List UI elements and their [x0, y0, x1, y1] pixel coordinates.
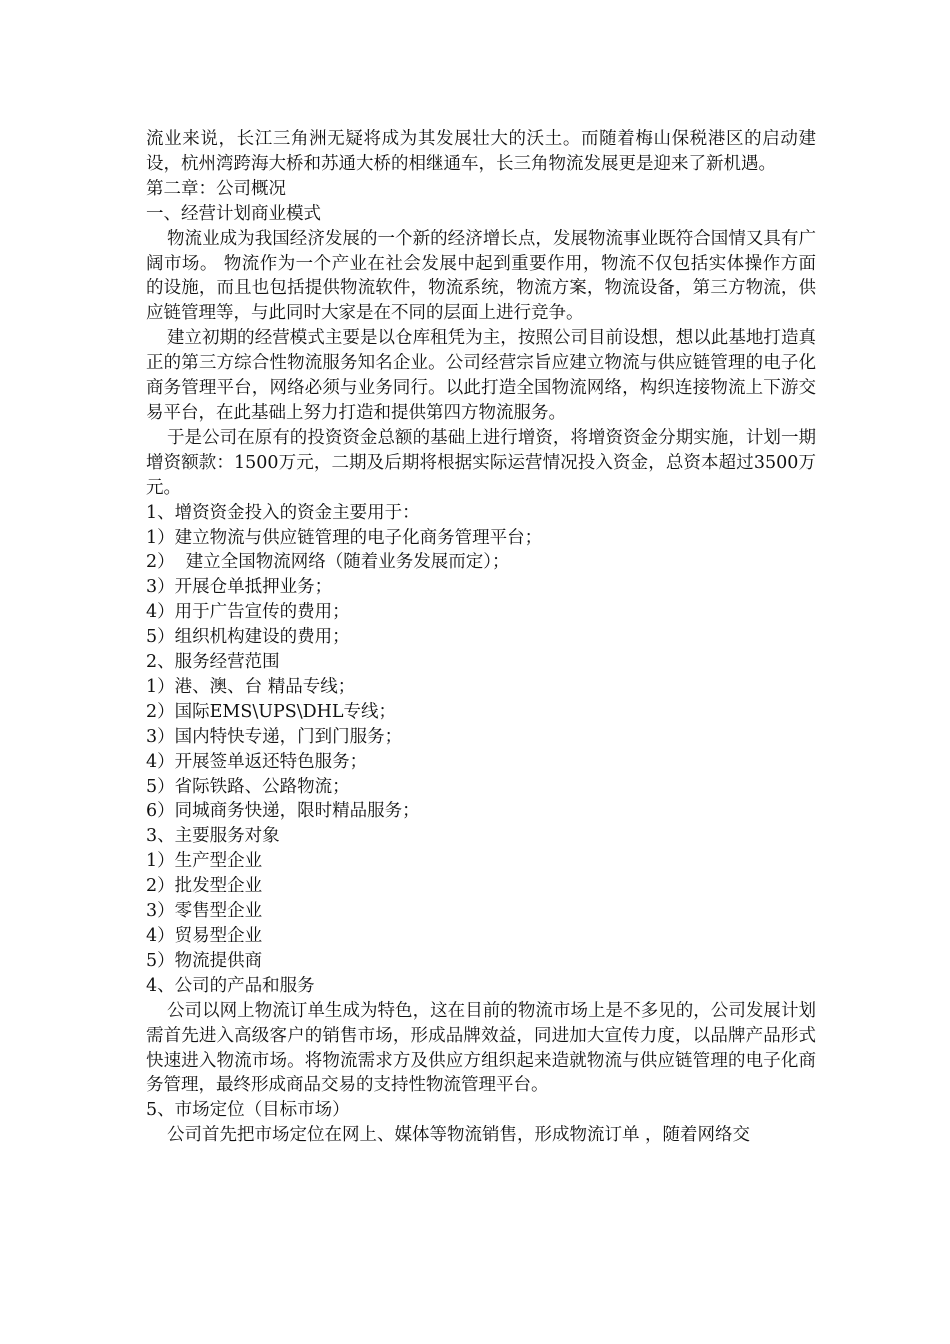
list-item: 3）零售型企业 [146, 901, 263, 922]
list-item: 4）贸易型企业 [146, 926, 263, 946]
section-5-paragraph: 公司首先把市场定位在网上、媒体等物流销售，形成物流订单 ，随着网络交 [167, 1125, 751, 1146]
list-2-title: 2、服务经营范围 [146, 652, 280, 673]
list-item: 1）建立物流与供应链管理的电子化商务管理平台； [146, 527, 543, 548]
list-item: 2）批发型企业 [146, 876, 263, 897]
section-4-title: 4、公司的产品和服务 [146, 975, 315, 996]
section-1-paragraph-2: 建立初期的经营模式主要是以仓库租凭为主，按照公司目前设想，想以此基地打造真正的第三方综合性物流服务知名企业。公司经营宗旨应建立物流与供应链管理的电子化商务管理平台，网络必须与业务同行。以此打造全国物流网络，构织连接物流上下游交易平台，在此基础上努力打造和提供第四方物流服务。 [146, 328, 816, 423]
section-1-paragraph-3: 于是公司在原有的投资资金总额的基础上进行增资，将增资资金分期实施，计划一期增资额款：1500万元，二期及后期将根据实际运营情况投入资金，总资本超过3500万元。 [146, 427, 816, 498]
section-1-title: 一、经营计划商业模式 [146, 203, 321, 224]
list-3-title: 3、主要服务对象 [146, 826, 280, 847]
list-item: 1）港、澳、台 精品专线； [146, 676, 356, 697]
list-item: 2） 建立全国物流网络（随着业务发展而定）； [146, 552, 510, 573]
section-5-title: 5、市场定位（目标市场） [146, 1100, 350, 1121]
list-item: 1）生产型企业 [146, 851, 263, 872]
section-1-paragraph-1: 物流业成为我国经济发展的一个新的经济增长点，发展物流事业既符合国情又具有广阔市场。 物流作为一个产业在社会发展中起到重要作用，物流不仅包括实体操作方面的设施，而且也包括提供物流软件，物流系统，物流方案，物流设备，第三方物流，供应链管理等，与此同时大家是在不同的层面上进行竞争。 [146, 228, 816, 324]
list-item: 5）物流提供商 [146, 950, 263, 971]
list-item: 4）开展签单返还特色服务； [146, 751, 368, 772]
list-item: 6）同城商务快递，限时精品服务； [146, 801, 420, 822]
section-4-paragraph: 公司以网上物流订单生成为特色，这在目前的物流市场上是不多见的，公司发展计划需首先进入高级客户的销售市场，形成品牌效益，同进加大宣传力度，以品牌产品形式快速进入物流市场。将物流需求方及供应方组织起来造就物流与供应链管理的电子化商务管理，最终形成商品交易的支持性物流管理平台。 [146, 1000, 816, 1096]
chapter-title: 第二章：公司概况 [146, 178, 286, 199]
list-item: 3）国内特快专递，门到门服务； [146, 726, 403, 747]
document-page [146, 127, 816, 1148]
list-item: 5）组织机构建设的费用； [146, 627, 350, 648]
list-item: 3）开展仓单抵押业务； [146, 577, 333, 598]
list-item: 4）用于广告宣传的费用； [146, 602, 350, 623]
intro-paragraph: 流业来说，长江三角洲无疑将成为其发展壮大的沃土。而随着梅山保税港区的启动建设，杭州湾跨海大桥和苏通大桥的相继通车，长三角物流发展更是迎来了新机遇。 [146, 129, 816, 174]
list-item: 5）省际铁路、公路物流； [146, 776, 350, 797]
list-item: 2）国际EMS\UPS\DHL专线； [146, 701, 397, 722]
list-1-title: 1、增资资金投入的资金主要用于： [146, 502, 420, 523]
